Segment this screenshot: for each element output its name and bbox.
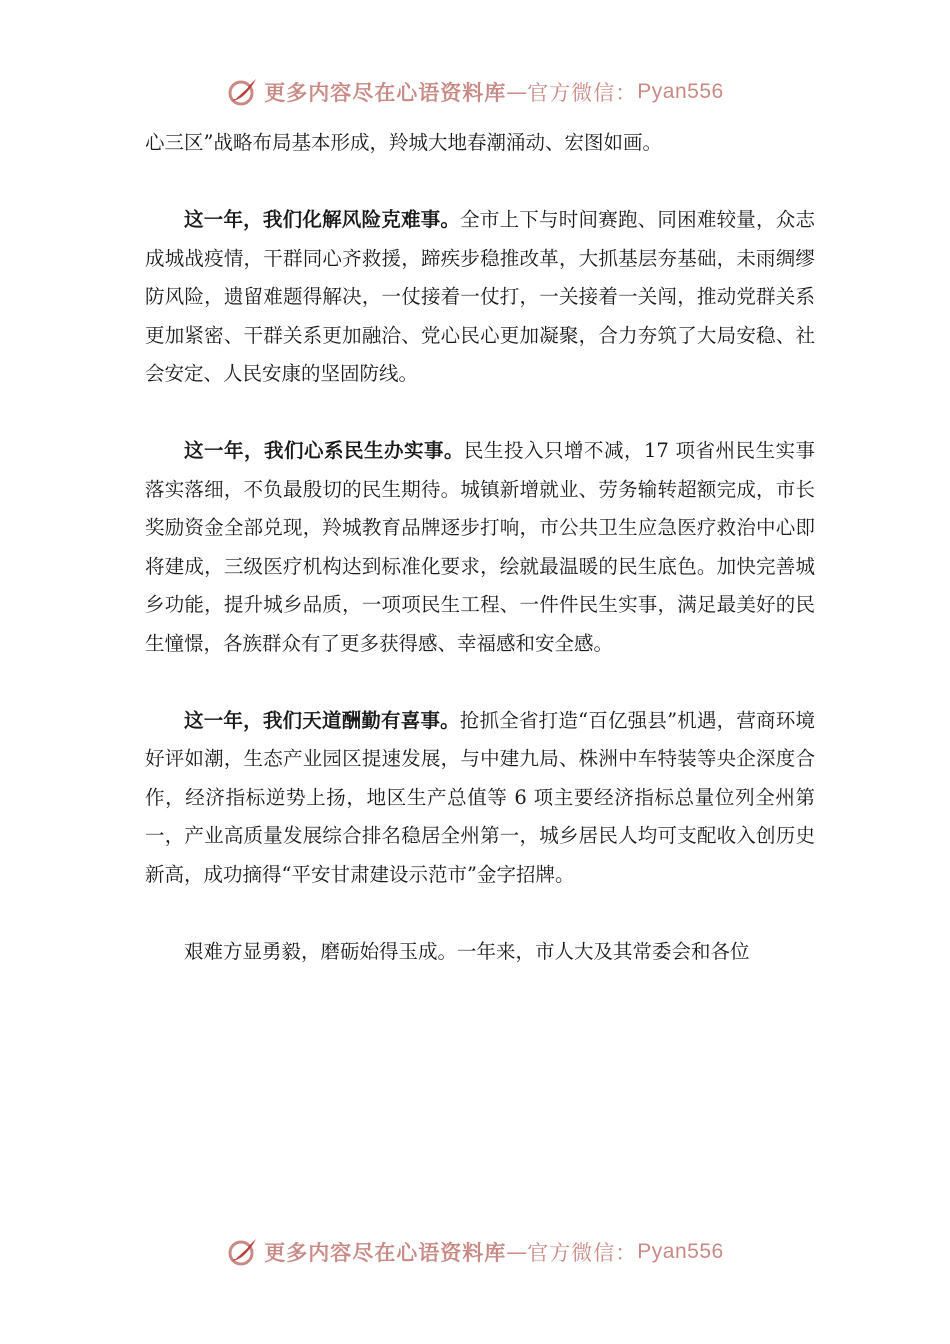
quill-pen-logo-icon (226, 75, 260, 109)
banner-separator: — (506, 1240, 528, 1264)
quill-pen-logo-icon (226, 1235, 260, 1269)
paragraph-lead: 这一年，我们化解风险克难事。 (184, 208, 461, 231)
paragraph-risk (145, 201, 815, 394)
banner-official-label: 官方微信： (527, 81, 638, 105)
paragraph-livelihood (145, 432, 815, 663)
paragraph-text: 民生投入只增不减，17 项省州民生实事落实落细，不负最殷切的民生期待。城镇新增就业、劳务输转超额完成，市长奖励资金全部兑现，羚城教育品牌逐步打响，市公共卫生应急医疗救治中心即将建成，三级医疗机构达到标准化要求，绘就最温暖的民生底色。加快完善城乡功能，提升城乡品质，一项项民生工程、一件件民生实事，满足最美好的民生憧憬，各族群众有了更多获得感、幸福感和安全感。 (145, 439, 815, 655)
banner-official-label: 官方微信： (527, 1241, 638, 1265)
banner-separator: — (506, 80, 528, 104)
paragraph-achievements (145, 702, 815, 895)
banner-title: 更多内容尽在心语资料库 (264, 1241, 507, 1265)
paragraph-lead: 这一年，我们天道酬勤有喜事。 (184, 708, 460, 732)
paragraph-continuation (145, 124, 815, 163)
paragraph-closing (145, 933, 815, 972)
paragraph-lead: 这一年，我们心系民生办实事。 (184, 439, 464, 462)
banner-title: 更多内容尽在心语资料库 (264, 81, 507, 105)
banner-account: Pyan556 (637, 1240, 724, 1263)
paragraph-text: 心三区”战略布局基本形成，羚城大地春潮涌动、宏图如画。 (145, 131, 662, 154)
paragraph-text: 全市上下与时间赛跑、同困难较量，众志成城战疫情，干群同心齐救援，蹄疾步稳推改革，大抓基层夯基础，未雨绸缪防风险，遗留难题得解决，一仗接着一仗打，一关接着一关闯，推动党群关系更加紧密、干群关系更加融洽、党心民心更加凝聚，合力夯筑了大局安稳、社会安定、人民安康的坚固防线。 (145, 208, 815, 385)
paragraph-text: 抢抓全省打造“百亿强县”机遇，营商环境好评如潮，生态产业园区提速发展，与中建九局、株洲中车特装等央企深度合作，经济指标逆势上扬，地区生产总值等 6 项主要经济指标总量位列全州第一，产业高质量发展综合排名稳居全州第一，城乡居民人均可支配收入创历史新高，成功摘得“平安甘肃建设示范市”金字招牌。 (145, 708, 815, 886)
banner-account: Pyan556 (637, 80, 724, 103)
document-body (145, 124, 815, 971)
footer-banner (0, 1232, 950, 1272)
header-banner (0, 72, 950, 112)
paragraph-text: 艰难方显勇毅，磨砺始得玉成。一年来，市人大及其常委会和各位 (184, 939, 750, 963)
